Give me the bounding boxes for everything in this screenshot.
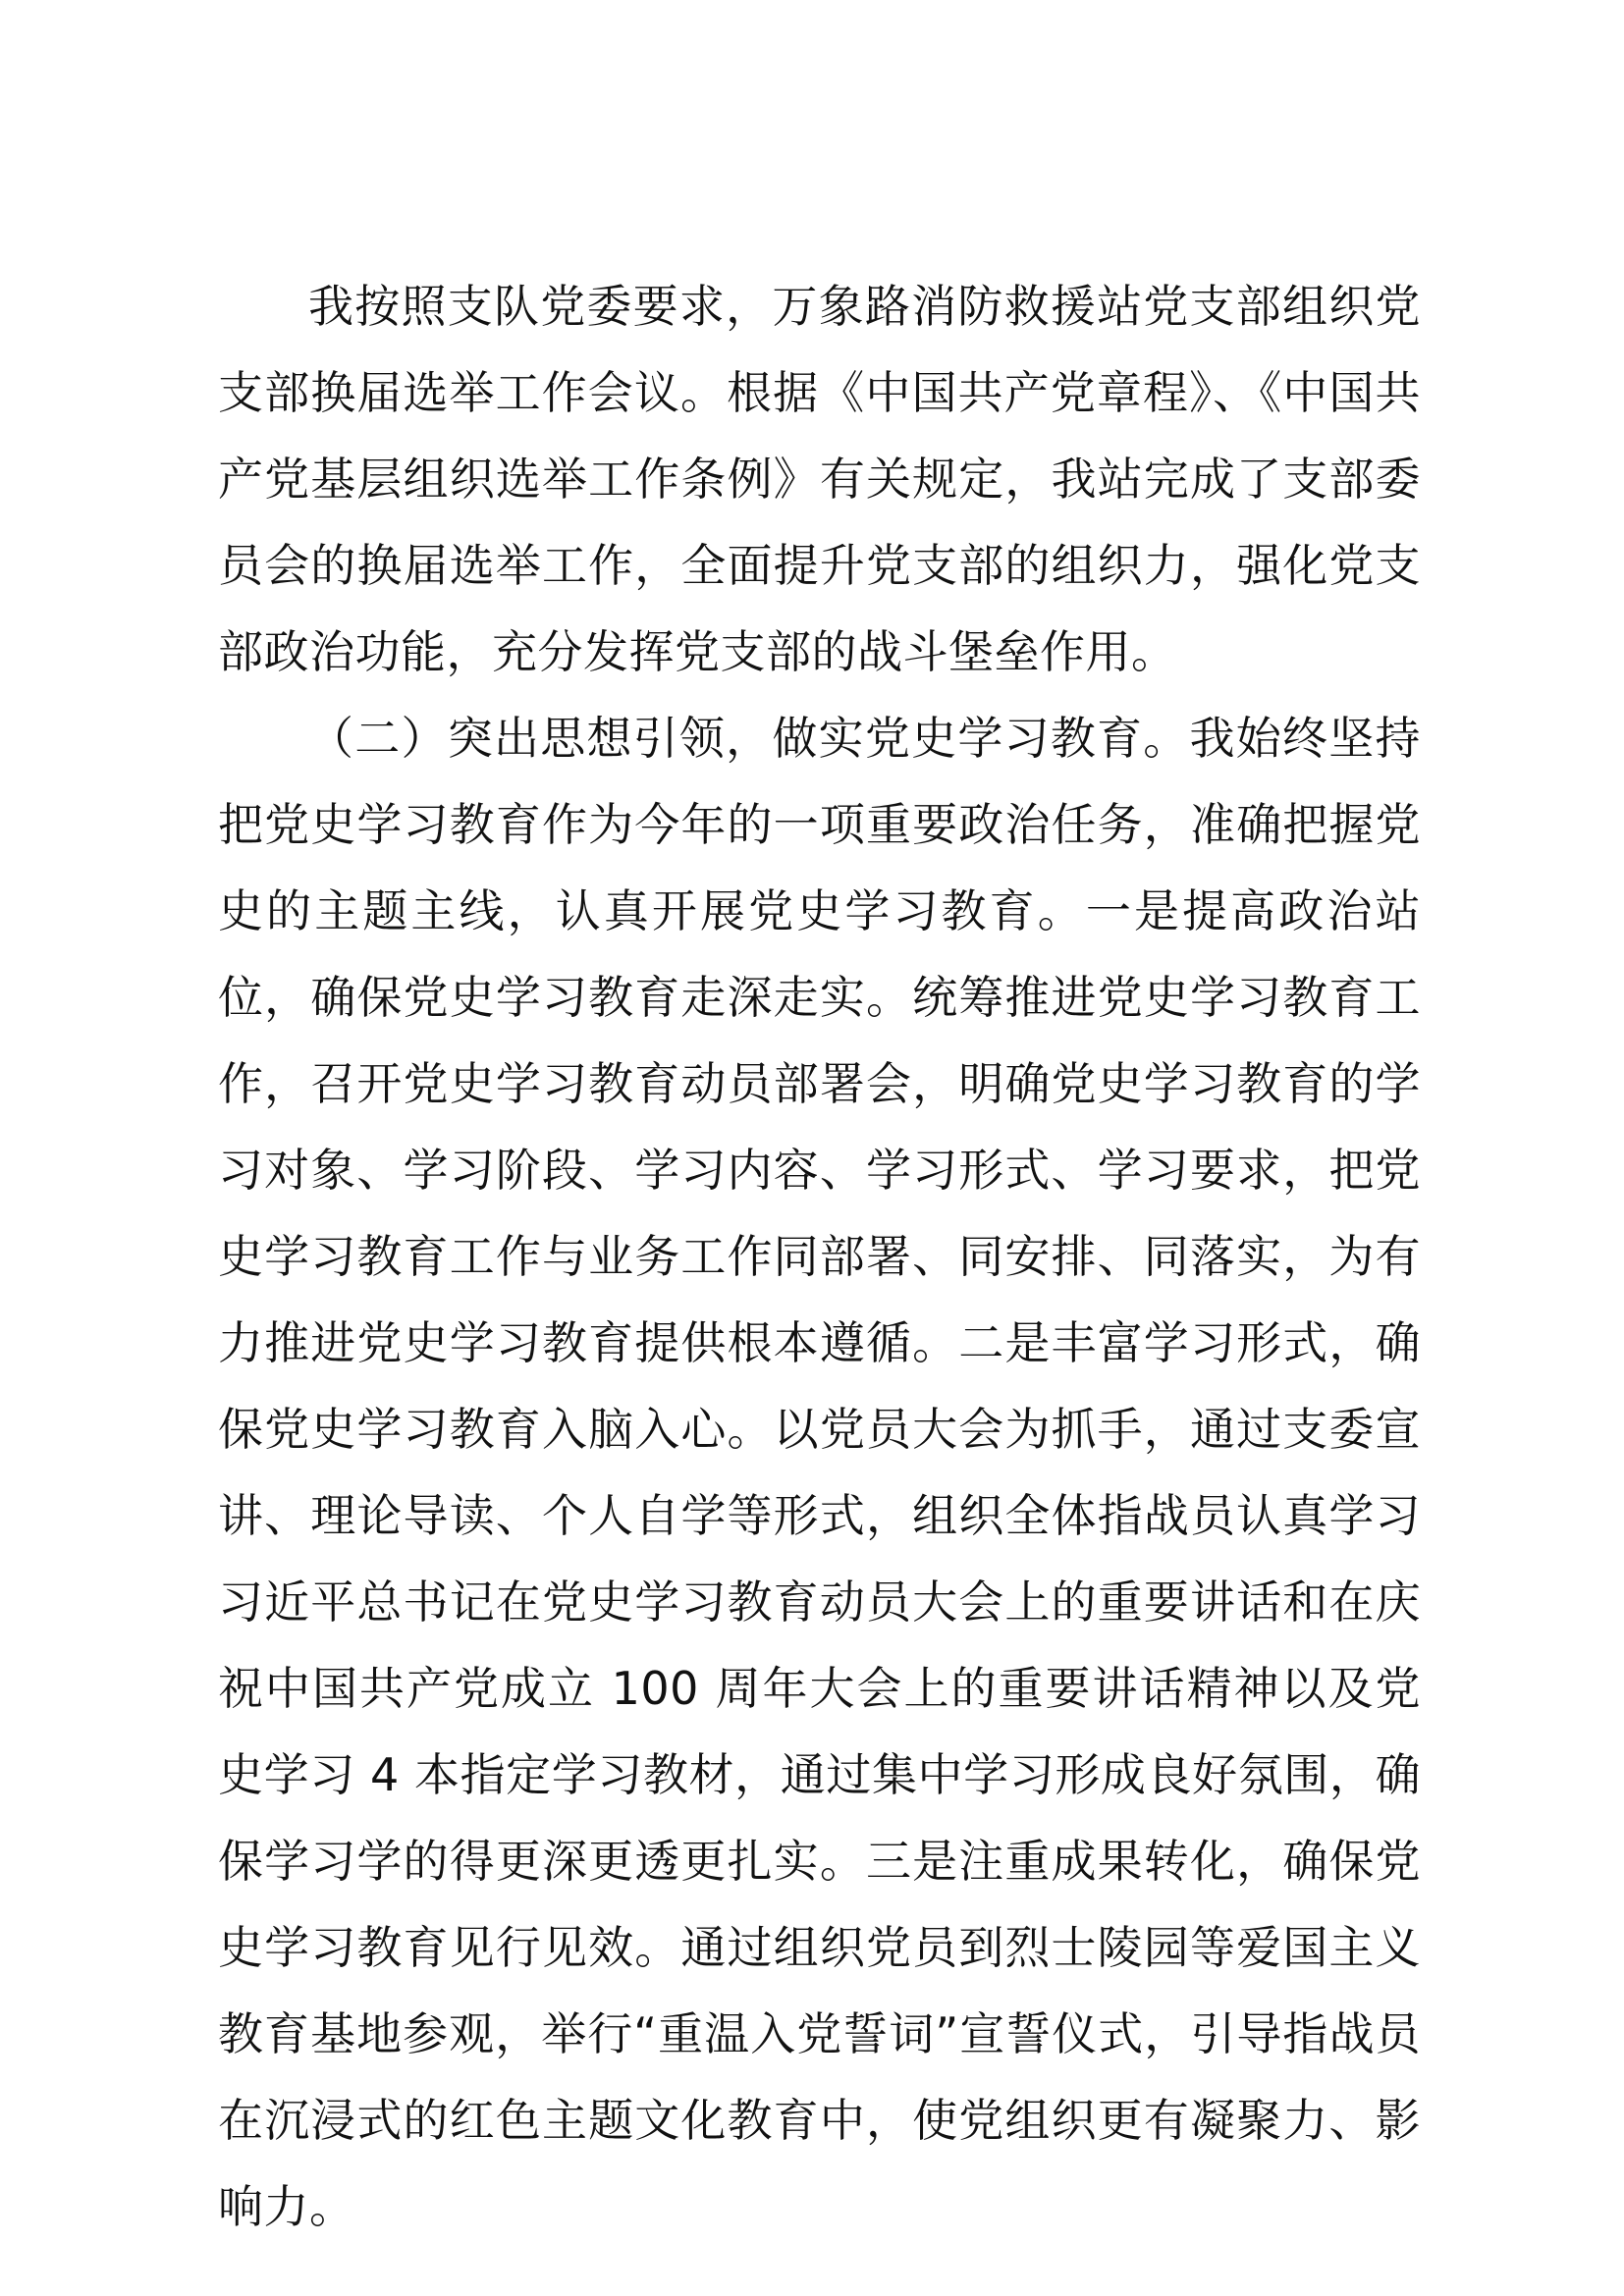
paragraph-party-history-education: （二）突出思想引领，做实党史学习教育。我始终坚持把党史学习教育作为今年的一项重要政治任务，准确把握党史的主题主线，认真开展党史学习教育。一是提高政治站位，确保党史学习教育走深走实。统筹推进党史学习教育工作，召开党史学习教育动员部署会，明确党史学习教育的学习对象、学习阶段、学习内容、学习形式、学习要求，把党史学习教育工作与业务工作同部署、同安排、同落实，为有力推进党史学习教育提供根本遵循。二是丰富学习形式，确保党史学习教育入脑入心。以党员大会为抓手，通过支委宣讲、理论导读、个人自学等形式，组织全体指战员认真学习习近平总书记在党史学习教育动员大会上的重要讲话和在庆祝中国共产党成立 100 周年大会上的重要讲话精神以及党史学习 4 本指定学习教材，通过集中学习形成良好氛围，确保学习学的得更深更透更扎实。三是注重成果转化，确保党史学习教育见行见效。通过组织党员到烈士陵园等爱国主义教育基地参观，举行“重温入党誓词”宣誓仪式，引导指战员在沉浸式的红色主题文化教育中，使党组织更有凝聚力、影响力。 [218,712,1421,2233]
document-body [218,263,1421,2250]
paragraph-election: 我按照支队党委要求，万象路消防救援站党支部组织党支部换届选举工作会议。根据《中国共产党章程》、《中国共产党基层组织选举工作条例》有关规定，我站完成了支部委员会的换届选举工作，全面提升党支部的组织力，强化党支部政治功能，充分发挥党支部的战斗堡垒作用。 [218,280,1421,678]
